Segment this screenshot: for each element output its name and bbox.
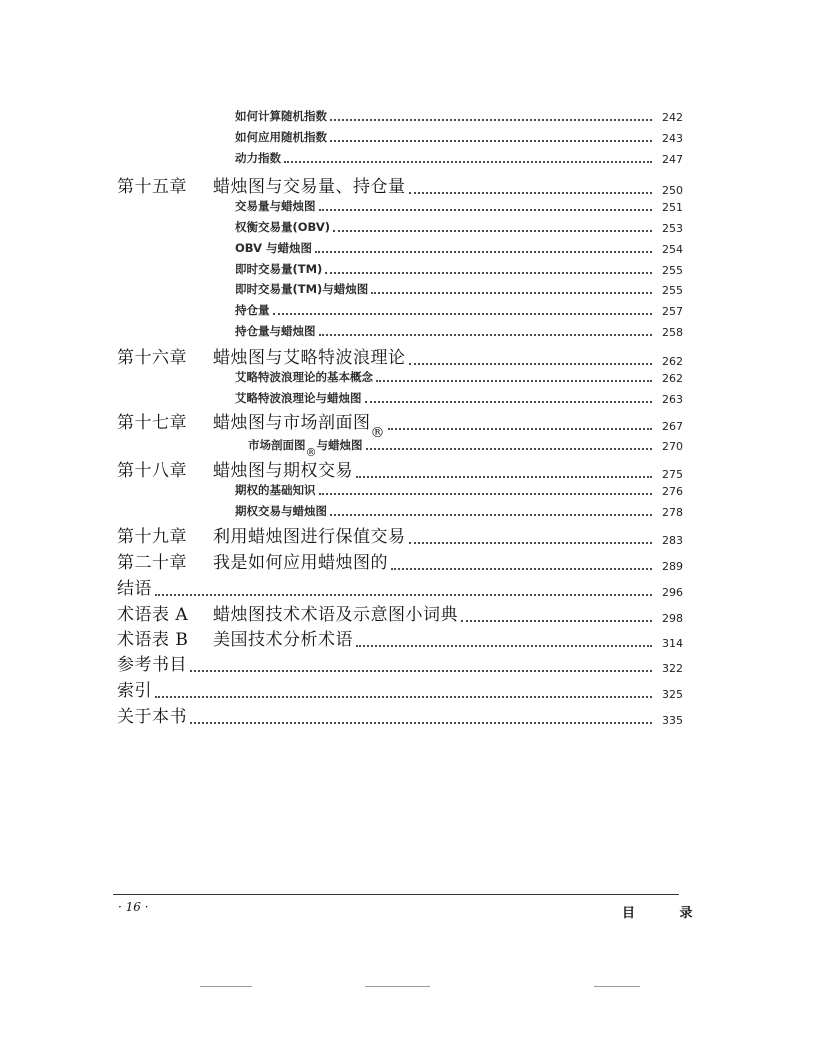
toc-entry-title: 如何应用随机指数 xyxy=(235,130,327,144)
toc-page-number: 314 xyxy=(662,637,683,650)
dot-leader xyxy=(366,432,653,450)
chapter-label: 第十六章 xyxy=(117,348,187,368)
toc-page-number: 253 xyxy=(662,222,683,235)
toc-entry[interactable] xyxy=(235,388,683,406)
footer-page-number: · 16 · xyxy=(118,900,149,914)
toc-entry-title: 交易量与蜡烛图 xyxy=(235,199,316,213)
chapter-label: 第十九章 xyxy=(117,527,187,547)
toc-page-number: 275 xyxy=(662,468,683,481)
toc-entry-title: 即时交易量(TM) xyxy=(235,262,323,276)
toc-page-number: 296 xyxy=(662,586,683,599)
dot-leader xyxy=(319,318,653,336)
dot-leader xyxy=(190,706,652,724)
footer-section-title: 目 录 xyxy=(622,906,713,921)
toc-entry-title: 市场剖面图 xyxy=(248,438,306,452)
toc-entry[interactable] xyxy=(235,259,683,277)
dot-leader xyxy=(330,498,652,516)
dot-leader xyxy=(409,526,653,544)
toc-entry[interactable] xyxy=(235,106,683,124)
dot-leader xyxy=(319,477,653,495)
toc-entry[interactable] xyxy=(235,480,683,498)
dot-leader xyxy=(315,235,652,253)
toc-entry[interactable] xyxy=(235,300,683,318)
toc-page-number: 325 xyxy=(662,688,683,701)
toc-entry-title: 持仓量与蜡烛图 xyxy=(235,324,316,338)
scan-artifact xyxy=(200,986,252,987)
toc-index[interactable] xyxy=(117,676,683,701)
chapter-title: 结语 xyxy=(117,579,152,599)
chapter-title: 美国技术分析术语 xyxy=(213,630,353,650)
toc-page-number: 270 xyxy=(662,440,683,453)
toc-page-number: 276 xyxy=(662,485,683,498)
toc-page-number: 267 xyxy=(662,420,683,433)
toc-entry-title: 动力指数 xyxy=(235,151,281,165)
toc-entry-title: 即时交易量(TM)与蜡烛图 xyxy=(235,282,369,296)
chapter-label: 术语表 B xyxy=(117,630,189,650)
toc-entry[interactable] xyxy=(235,367,683,385)
chapter-label: 术语表 A xyxy=(117,605,189,625)
chapter-label: 第二十章 xyxy=(117,553,187,573)
dot-leader xyxy=(155,680,652,698)
toc-entry-title-suffix: 与蜡烛图 xyxy=(316,438,363,452)
toc-chapter-19[interactable] xyxy=(117,522,683,547)
toc-chapter-17[interactable]: 第十七章 蜡烛图与市场剖面图 ® 267 xyxy=(117,408,683,433)
toc-entry-title: OBV 与蜡烛图 xyxy=(235,241,312,255)
toc-about-book[interactable] xyxy=(117,702,683,727)
scan-artifact xyxy=(594,986,640,987)
toc-entry[interactable]: 市场剖面图 ® 与蜡烛图 270 xyxy=(248,435,683,453)
chapter-title: 参考书目 xyxy=(117,655,187,675)
toc-entry-title: 如何计算随机指数 xyxy=(235,109,327,123)
toc-page-number: 258 xyxy=(662,326,683,339)
toc-entry[interactable] xyxy=(235,501,683,519)
toc-page-number: 263 xyxy=(662,393,683,406)
dot-leader xyxy=(284,145,652,163)
toc-entry-title: 期权交易与蜡烛图 xyxy=(235,504,327,518)
dot-leader xyxy=(356,460,652,478)
toc-entry-title: 期权的基础知识 xyxy=(235,483,316,497)
toc-page-number: 247 xyxy=(662,153,683,166)
dot-leader xyxy=(409,347,653,365)
toc-page-number: 257 xyxy=(662,305,683,318)
dot-leader xyxy=(409,176,653,194)
toc-page-number: 251 xyxy=(662,201,683,214)
toc-entry-title: 艾略特波浪理论与蜡烛图 xyxy=(235,391,362,405)
dot-leader xyxy=(330,103,652,121)
footer-rule xyxy=(113,894,679,895)
toc-page-number: 322 xyxy=(662,662,683,675)
dot-leader xyxy=(333,214,652,232)
toc-conclusion[interactable] xyxy=(117,574,683,599)
toc-entry[interactable] xyxy=(235,217,683,235)
dot-leader xyxy=(371,276,652,294)
toc-page-number: 289 xyxy=(662,560,683,573)
toc-page-number: 278 xyxy=(662,506,683,519)
dot-leader xyxy=(319,193,653,211)
chapter-label: 第十五章 xyxy=(117,177,187,197)
toc-glossary-b[interactable] xyxy=(117,625,683,650)
toc-entry[interactable] xyxy=(235,127,683,145)
dot-leader xyxy=(388,412,653,430)
chapter-title: 蜡烛图与市场剖面图 xyxy=(213,413,371,433)
toc-page-number: 298 xyxy=(662,612,683,625)
scan-artifact xyxy=(365,986,430,987)
toc-entry[interactable] xyxy=(235,279,683,297)
chapter-title: 蜡烛图与期权交易 xyxy=(213,461,353,481)
dot-leader xyxy=(273,297,653,315)
chapter-title: 蜡烛图与艾略特波浪理论 xyxy=(213,348,406,368)
toc-entry[interactable] xyxy=(235,321,683,339)
toc-page-number: 283 xyxy=(662,534,683,547)
toc-chapter-20[interactable] xyxy=(117,548,683,573)
toc-page-number: 254 xyxy=(662,243,683,256)
toc-entry[interactable] xyxy=(235,196,683,214)
toc-entry[interactable] xyxy=(235,238,683,256)
dot-leader xyxy=(330,124,652,142)
dot-leader xyxy=(376,364,652,382)
dot-leader xyxy=(356,629,652,647)
chapter-title: 我是如何应用蜡烛图的 xyxy=(213,553,388,573)
dot-leader xyxy=(461,604,652,622)
dot-leader xyxy=(155,578,652,596)
toc-glossary-a[interactable] xyxy=(117,600,683,625)
toc-page-number: 243 xyxy=(662,132,683,145)
toc-page-number: 255 xyxy=(662,284,683,297)
chapter-title: 蜡烛图与交易量、持仓量 xyxy=(213,177,406,197)
toc-page-number: 242 xyxy=(662,111,683,124)
chapter-title: 关于本书 xyxy=(117,707,187,727)
toc-page-number: 255 xyxy=(662,264,683,277)
toc-entry-title: 持仓量 xyxy=(235,303,270,317)
toc-page-number: 262 xyxy=(662,355,683,368)
dot-leader xyxy=(190,654,652,672)
dot-leader xyxy=(365,385,653,403)
chapter-label: 第十八章 xyxy=(117,461,187,481)
toc-bibliography[interactable] xyxy=(117,650,683,675)
toc-page-number: 262 xyxy=(662,372,683,385)
toc-entry[interactable] xyxy=(235,148,683,166)
chapter-label: 第十七章 xyxy=(117,413,187,433)
toc-page-number: 335 xyxy=(662,714,683,727)
chapter-title: 索引 xyxy=(117,681,152,701)
toc-page-number: 250 xyxy=(662,184,683,197)
chapter-title: 利用蜡烛图进行保值交易 xyxy=(213,527,406,547)
chapter-title: 蜡烛图技术术语及示意图小词典 xyxy=(213,605,458,625)
toc-entry-title: 艾略特波浪理论的基本概念 xyxy=(235,370,373,384)
dot-leader xyxy=(391,552,652,570)
toc-entry-title: 权衡交易量(OBV) xyxy=(235,220,330,234)
dot-leader xyxy=(325,256,652,274)
